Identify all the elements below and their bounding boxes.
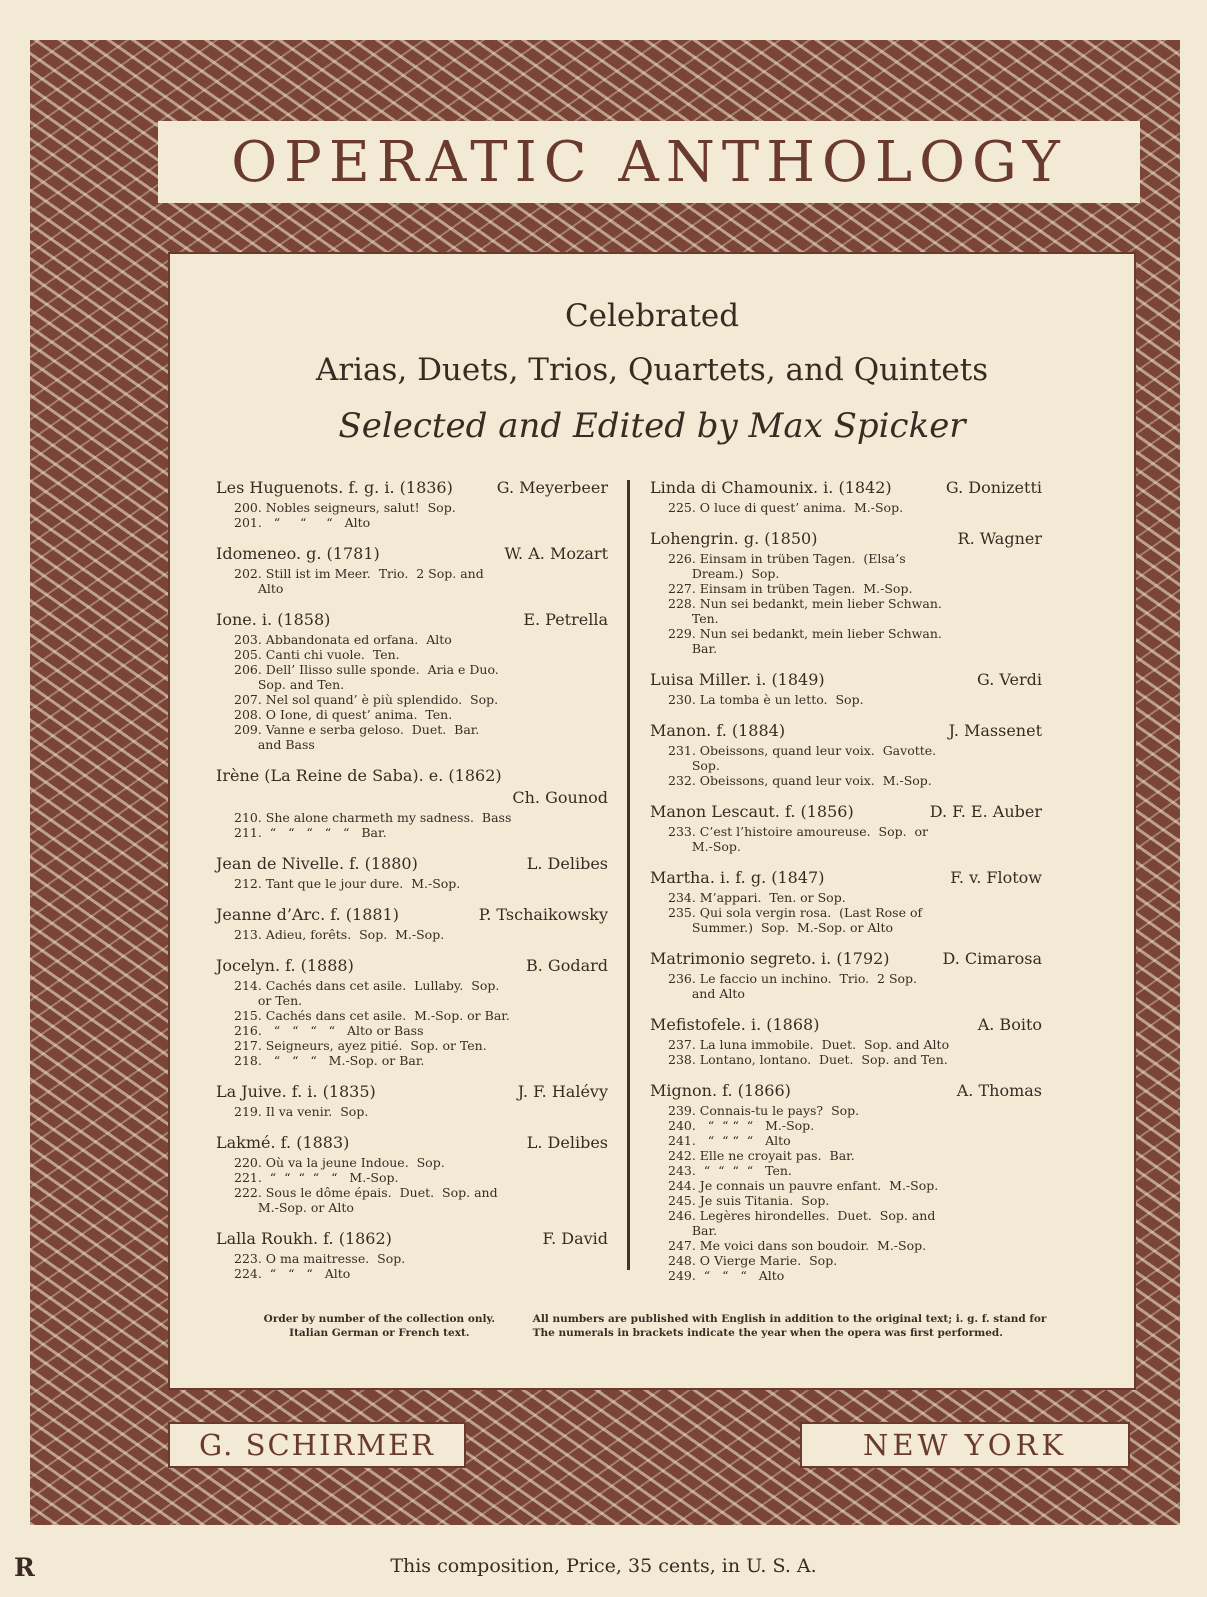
opera-title: Les Huguenots. f. g. i. (1836) xyxy=(216,478,453,497)
opera-title: Matrimonio segreto. i. (1792) xyxy=(650,949,890,968)
composer-name: L. Delibes xyxy=(526,1133,608,1152)
composer-name: F. David xyxy=(542,1229,608,1248)
opera-heading xyxy=(216,1133,612,1153)
opera-heading xyxy=(650,949,1046,969)
opera-heading xyxy=(216,1082,612,1102)
opera-title: Martha. i. f. g. (1847) xyxy=(650,868,825,887)
aria-item: 203. Abbandonata ed orfana. Alto xyxy=(234,632,452,647)
aria-item: 243. “ “ “ “ Ten. xyxy=(668,1163,792,1178)
opera-heading xyxy=(216,1229,612,1249)
aria-item: 245. Je suis Titania. Sop. xyxy=(668,1193,830,1208)
aria-item: 219. Il va venir. Sop. xyxy=(234,1104,369,1119)
opera-entry xyxy=(650,1015,1046,1067)
aria-item: 209. Vanne e serba geloso. Duet. Bar. and Bass xyxy=(234,722,480,752)
opera-title: Lohengrin. g. (1850) xyxy=(650,529,818,548)
aria-item: 218. “ “ “ M.-Sop. or Bar. xyxy=(234,1053,425,1068)
aria-item: 232. Obeissons, quand leur voix. M.-Sop. xyxy=(668,773,932,788)
opera-entry xyxy=(650,868,1046,935)
aria-item: 229. Nun sei bedankt, mein lieber Schwan. Bar. xyxy=(668,626,942,656)
price-line: This composition, Price, 35 cents, in U. S. A. xyxy=(390,1555,817,1577)
composer-name: A. Thomas xyxy=(956,1081,1042,1100)
opera-title: Linda di Chamounix. i. (1842) xyxy=(650,478,892,497)
opera-entry xyxy=(650,478,1046,515)
aria-item: 221. “ “ “ “ “ M.-Sop. xyxy=(234,1170,399,1185)
aria-item: 239. Connais-tu le pays? Sop. xyxy=(668,1103,860,1118)
city-box: NEW YORK xyxy=(800,1422,1130,1468)
composer-name: E. Petrella xyxy=(523,610,608,629)
opera-heading xyxy=(650,670,1046,690)
aria-item: 220. Où va la jeune Indoue. Sop. xyxy=(234,1155,445,1170)
opera-entry xyxy=(650,949,1046,1001)
composer-name: Ch. Gounod xyxy=(512,788,608,807)
aria-item: 240. “ “ “ “ M.-Sop. xyxy=(668,1118,815,1133)
opera-heading xyxy=(650,721,1046,741)
aria-item: 210. She alone charmeth my sadness. Bass xyxy=(234,810,512,825)
opera-title: Idomeneo. g. (1781) xyxy=(216,544,380,563)
aria-item: 237. La luna immobile. Duet. Sop. and Alto xyxy=(668,1037,950,1052)
composer-name: G. Donizetti xyxy=(945,478,1042,497)
opera-entry xyxy=(650,802,1046,854)
opera-heading xyxy=(650,1015,1046,1035)
opera-entry xyxy=(650,529,1046,656)
subtitle-genres: Arias, Duets, Trios, Quartets, and Quintets xyxy=(315,352,989,388)
opera-heading xyxy=(216,905,612,925)
aria-item: 244. Je connais un pauvre enfant. M.-Sop. xyxy=(668,1178,939,1193)
opera-title: Irène (La Reine de Saba). e. (1862) xyxy=(216,766,502,785)
opera-heading xyxy=(650,1081,1046,1101)
aria-item: 227. Einsam in trüben Tagen. M.-Sop. xyxy=(668,581,913,596)
composer-name: W. A. Mozart xyxy=(504,544,608,563)
aria-item: 205. Canti chi vuole. Ten. xyxy=(234,647,400,662)
content-panel xyxy=(168,252,1136,1390)
opera-title: Jean de Nivelle. f. (1880) xyxy=(216,854,418,873)
title-band xyxy=(158,121,1140,203)
aria-item: 238. Lontano, lontano. Duet. Sop. and Ten. xyxy=(668,1052,948,1067)
opera-entry xyxy=(216,905,612,942)
page-title: OPERATIC ANTHOLOGY xyxy=(231,129,1067,195)
subtitle-celebrated: Celebrated xyxy=(564,298,740,334)
aria-item: 241. “ “ “ “ Alto xyxy=(668,1133,791,1148)
aria-item: 208. O Ione, di quest’ anima. Ten. xyxy=(234,707,453,722)
aria-item: 224. “ “ “ Alto xyxy=(234,1266,351,1281)
aria-item: 226. Einsam in trüben Tagen. (Elsa’s Dream.) Sop. xyxy=(668,551,906,581)
aria-item: 215. Cachés dans cet asile. M.-Sop. or Bar. xyxy=(234,1008,510,1023)
aria-item: 211. “ “ “ “ “ Bar. xyxy=(234,825,387,840)
aria-item: 206. Dell’ Ilisso sulle sponde. Aria e Duo. Sop. and Ten. xyxy=(234,662,499,692)
aria-item: 225. O luce di quest’ anima. M.-Sop. xyxy=(668,500,904,515)
opera-title: Manon. f. (1884) xyxy=(650,721,786,740)
composer-name: G. Verdi xyxy=(977,670,1042,689)
aria-item: 200. Nobles seigneurs, salut! Sop. xyxy=(234,500,456,515)
aria-item: 217. Seigneurs, ayez pitié. Sop. or Ten. xyxy=(234,1038,487,1053)
opera-heading xyxy=(216,766,612,808)
opera-entry xyxy=(650,1081,1046,1283)
composer-name: A. Boito xyxy=(977,1015,1042,1034)
opera-heading xyxy=(216,478,612,498)
aria-item: 214. Cachés dans cet asile. Lullaby. Sop. or Ten. xyxy=(234,978,500,1008)
composer-name: B. Godard xyxy=(525,956,608,975)
publisher-box: G. SCHIRMER xyxy=(168,1422,466,1468)
aria-item: 235. Qui sola vergin rosa. (Last Rose of Summer.) Sop. M.-Sop. or Alto xyxy=(668,905,923,935)
aria-item: 207. Nel sol quand’ è più splendido. Sop. xyxy=(234,692,499,707)
composer-name: L. Delibes xyxy=(526,854,608,873)
column-divider xyxy=(627,480,630,1270)
opera-entry xyxy=(216,956,612,1068)
subtitle-editor: Selected and Edited by Max Spicker xyxy=(338,406,966,446)
note-left: Order by number of the collection only. Italian German or French text. xyxy=(263,1313,495,1339)
aria-item: 216. “ “ “ “ Alto or Bass xyxy=(234,1023,424,1038)
corner-mark: R xyxy=(14,1553,35,1582)
aria-item: 248. O Vierge Marie. Sop. xyxy=(668,1253,838,1268)
aria-item: 223. O ma maitresse. Sop. xyxy=(234,1251,406,1266)
opera-entry xyxy=(216,766,612,840)
opera-heading xyxy=(650,478,1046,498)
aria-item: 246. Legères hirondelles. Duet. Sop. and Bar. xyxy=(668,1208,936,1238)
aria-item: 202. Still ist im Meer. Trio. 2 Sop. and Alto xyxy=(234,566,484,596)
composer-name: D. Cimarosa xyxy=(942,949,1042,968)
composer-name: J. Massenet xyxy=(948,721,1042,740)
aria-item: 228. Nun sei bedankt, mein lieber Schwan. Ten. xyxy=(668,596,942,626)
aria-item: 231. Obeissons, quand leur voix. Gavotte. Sop. xyxy=(668,743,937,773)
aria-item: 236. Le faccio un inchino. Trio. 2 Sop. and Alto xyxy=(668,971,918,1001)
composer-name: F. v. Flotow xyxy=(950,868,1042,887)
note-right: All numbers are published with English in addition to the original text; i. g. f. stand for The numerals in brackets indicate the year when the opera was first performed. xyxy=(532,1313,1047,1339)
aria-item: 249. “ “ “ Alto xyxy=(668,1268,785,1283)
opera-title: Lalla Roukh. f. (1862) xyxy=(216,1229,392,1248)
opera-heading xyxy=(650,529,1046,549)
composer-name: G. Meyerbeer xyxy=(496,478,608,497)
opera-title: Jeanne d’Arc. f. (1881) xyxy=(216,905,399,924)
opera-heading xyxy=(650,802,1046,822)
opera-title: Mignon. f. (1866) xyxy=(650,1081,791,1100)
opera-entry xyxy=(650,721,1046,788)
opera-title: Ione. i. (1858) xyxy=(216,610,331,629)
aria-item: 233. C’est l’histoire amoureuse. Sop. or M.-Sop. xyxy=(668,824,929,854)
aria-item: 234. M’appari. Ten. or Sop. xyxy=(668,890,846,905)
composer-name: P. Tschaikowsky xyxy=(478,905,608,924)
opera-entry xyxy=(216,1229,612,1281)
opera-title: Luisa Miller. i. (1849) xyxy=(650,670,825,689)
aria-item: 230. La tomba è un letto. Sop. xyxy=(668,692,864,707)
opera-heading xyxy=(216,854,612,874)
opera-heading xyxy=(216,610,612,630)
opera-entry xyxy=(216,1082,612,1119)
opera-title: Manon Lescaut. f. (1856) xyxy=(650,802,854,821)
composer-name: R. Wagner xyxy=(957,529,1042,548)
order-notes xyxy=(250,1312,1050,1340)
opera-entry xyxy=(216,478,612,530)
aria-item: 213. Adieu, forêts. Sop. M.-Sop. xyxy=(234,927,445,942)
aria-item: 212. Tant que le jour dure. M.-Sop. xyxy=(234,876,461,891)
opera-title: Mefistofele. i. (1868) xyxy=(650,1015,820,1034)
opera-title: Lakmé. f. (1883) xyxy=(216,1133,350,1152)
aria-item: 201. “ “ “ Alto xyxy=(234,515,371,530)
aria-item: 242. Elle ne croyait pas. Bar. xyxy=(668,1148,855,1163)
opera-entry xyxy=(650,670,1046,707)
opera-entry xyxy=(216,544,612,596)
opera-entry xyxy=(216,1133,612,1215)
composer-name: D. F. E. Auber xyxy=(929,802,1042,821)
opera-entry xyxy=(216,610,612,752)
opera-title: La Juive. f. i. (1835) xyxy=(216,1082,376,1101)
composer-name: J. F. Halévy xyxy=(517,1082,608,1101)
opera-heading xyxy=(216,956,612,976)
opera-heading xyxy=(216,544,612,564)
aria-item: 247. Me voici dans son boudoir. M.-Sop. xyxy=(668,1238,927,1253)
aria-item: 222. Sous le dôme épais. Duet. Sop. and M.-Sop. or Alto xyxy=(234,1185,498,1215)
opera-list-left xyxy=(216,478,612,1281)
opera-heading xyxy=(650,868,1046,888)
opera-list-right xyxy=(650,478,1046,1283)
opera-entry xyxy=(216,854,612,891)
opera-title: Jocelyn. f. (1888) xyxy=(216,956,354,975)
